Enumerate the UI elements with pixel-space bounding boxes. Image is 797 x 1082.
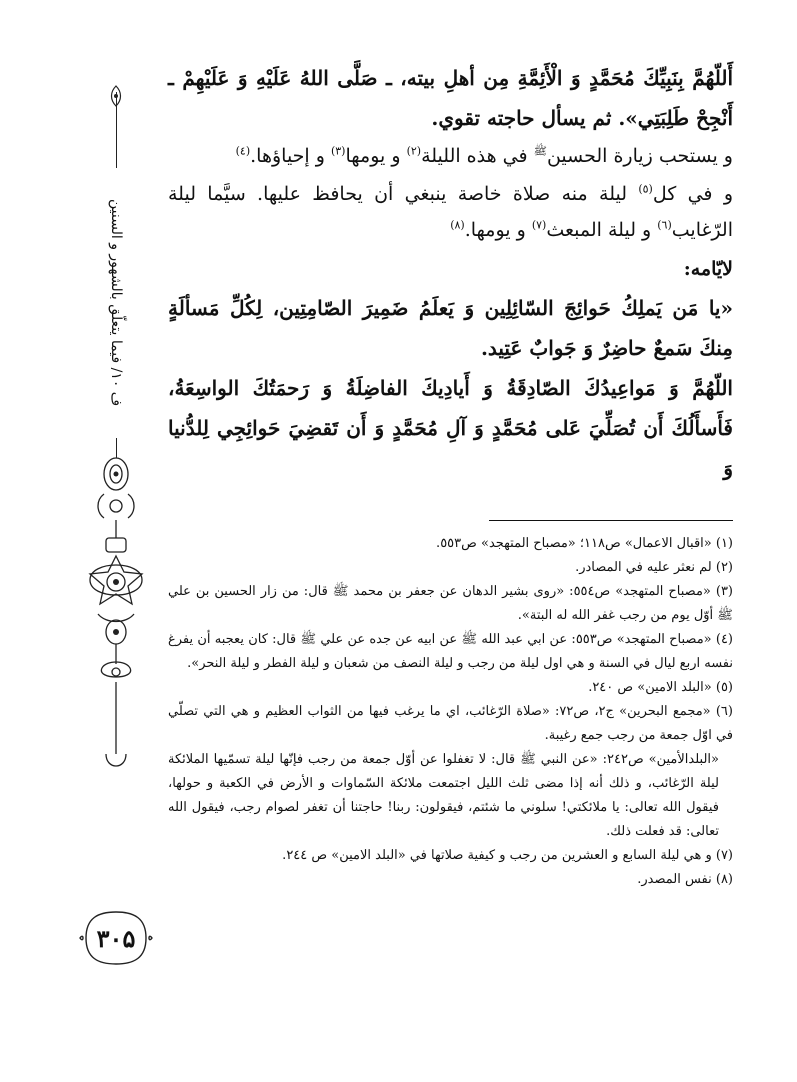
text: و يومها: [345, 145, 407, 167]
footnote-7: (۷) و هي ليلة السابع و العشرين من رجب و كيفية صلاتها في «البلد الامين» ص ۲٤٤.: [282, 848, 733, 863]
text: و يستحب زيارة الحسين: [546, 145, 733, 167]
ornamental-margin: [76, 78, 156, 968]
main-text: [168, 58, 733, 488]
footnote-3: (۳) «مصباح المتهجد» ص٥٥٤: «روى بشير الدهان عن جعفر بن محمد ﷺ قال: من زار الحسين بن علي ﷺ أوّل يوم من رجب غفر الله له البتة».: [168, 584, 733, 623]
footnote-8: (۸) نفس المصدر.: [637, 872, 733, 887]
text: ليلة منه صلاة خاصة ينبغي أن يحافظ عليها. سيَّما ليلة الرّغايب: [168, 183, 733, 241]
prayer-paragraph-1: «يا مَن يَملِكُ حَوائِجَ السّائِلِين وَ يَعلَمُ ضَمِيرَ الصّامِتِين، لِكُلِّ مَسألَةٍ مِنكَ سَمعٌ حاضِرٌ وَ جَوابٌ عَتِيد.: [168, 296, 733, 360]
prayer-paragraph-2: اللّهُمَّ وَ مَواعِيدُكَ الصّادِقَةُ وَ أَيادِيكَ الفاضِلَةُ وَ رَحمَتُكَ الواسِعَةُ، فَأَسأَلُكَ أَن تُصَلِّيَ عَلى مُحَمَّدٍ وَ آلِ مُحَمَّدٍ وَ أَن تَقضِيَ حَوائِجِي لِلدُّنيا وَ: [168, 376, 733, 480]
text: و يومها.: [464, 219, 532, 241]
footnote-4: (٤) «مصباح المتهجد» ص٥٥۳: عن ابي عبد الله ﷺ عن ابيه عن جده عن علي ﷺ قال: كان يعجبه أن يفرغ نفسه اربع ليال في السنة و هي اول ليلة من رجب و ليلة النصف من شعبان و ليلة الفطر و ليلة النحر».: [168, 632, 733, 671]
footnote-ref: (۳): [330, 144, 346, 158]
text: و إحياؤها.: [250, 145, 331, 167]
footnotes: [168, 532, 733, 892]
finial-ornament-icon: [76, 84, 156, 108]
footnote-6-continuation: «البلدالأمين» ص۲٤۲: «عن النبي ﷺ قال: لا تغفلوا عن أوّل جمعة من رجب فإنّها ليلة تسمّيها الملائكة ليلة الرّغائب، و ذلك أنه إذا مضى ثلث الليل اجتمعت ملائكة السّماوات و الأرض في الكعبة و حولها، فيقول الله تعالى: يا ملائكتي! سلوني ما شئتم، فيقولون: ربنا! حاجتنا أن تغفر لصوام رجب، فيقول الله تعالى: قد فعلت ذلك.: [168, 752, 719, 839]
footnote-ref: (۷): [531, 218, 547, 232]
footnote-ref: (٥): [638, 182, 653, 196]
text: و في كل: [652, 183, 733, 205]
section-heading: لايّامه:: [683, 258, 733, 280]
text: و ليلة المبعث: [546, 219, 658, 241]
prayer-intro: أَللّهُمَّ بِنَبِيِّكَ مُحَمَّدٍ وَ الْأَئِمَّةِ مِن أهلِ بيته، ـ صَلَّى اللهُ عَلَيْهِ وَ عَلَيْهِمْ ـ أَنْجِحْ طَلِبَتِي». ثم يسأل حاجته تقوي.: [168, 66, 733, 130]
footnote-separator: [489, 520, 733, 521]
footnote-ref: (۸): [450, 218, 465, 232]
footnote-1: (۱) «اقبال الاعمال» ص۱۱۸؛ «مصباح المتهجد» ص٥٥۳.: [436, 536, 733, 551]
paragraph-salat: [168, 176, 733, 248]
paragraph-ziyarah: [168, 138, 733, 174]
footnote-2: (۲) لم نعثر عليه في المصادر.: [575, 560, 733, 575]
footnote-6: (٦) «مجمع البحرين» ج۲، ص۷۲: «صلاة الرّغائب، اي ما يرغب فيها من الثواب العظيم و هي التي تصلّي في اوّل جمعة من رجب جمع رغيبة.: [168, 704, 733, 743]
footnote-ref: (۲): [406, 144, 422, 158]
floral-medallion-ornament-icon: [76, 454, 156, 814]
running-head: ف ۱۰/ فيما يتعلّق بالشهور و السنين: [108, 199, 124, 407]
footnote-5: (٥) «البلد الامين» ص ۲٤٠.: [588, 680, 733, 695]
text: في هذه الليلة: [421, 145, 534, 167]
footnote-ref: (٤): [235, 144, 251, 158]
salutation: ﷺ: [533, 144, 547, 158]
footnote-ref: (٦): [657, 218, 672, 232]
page-number: ۳۰۵: [96, 924, 136, 953]
